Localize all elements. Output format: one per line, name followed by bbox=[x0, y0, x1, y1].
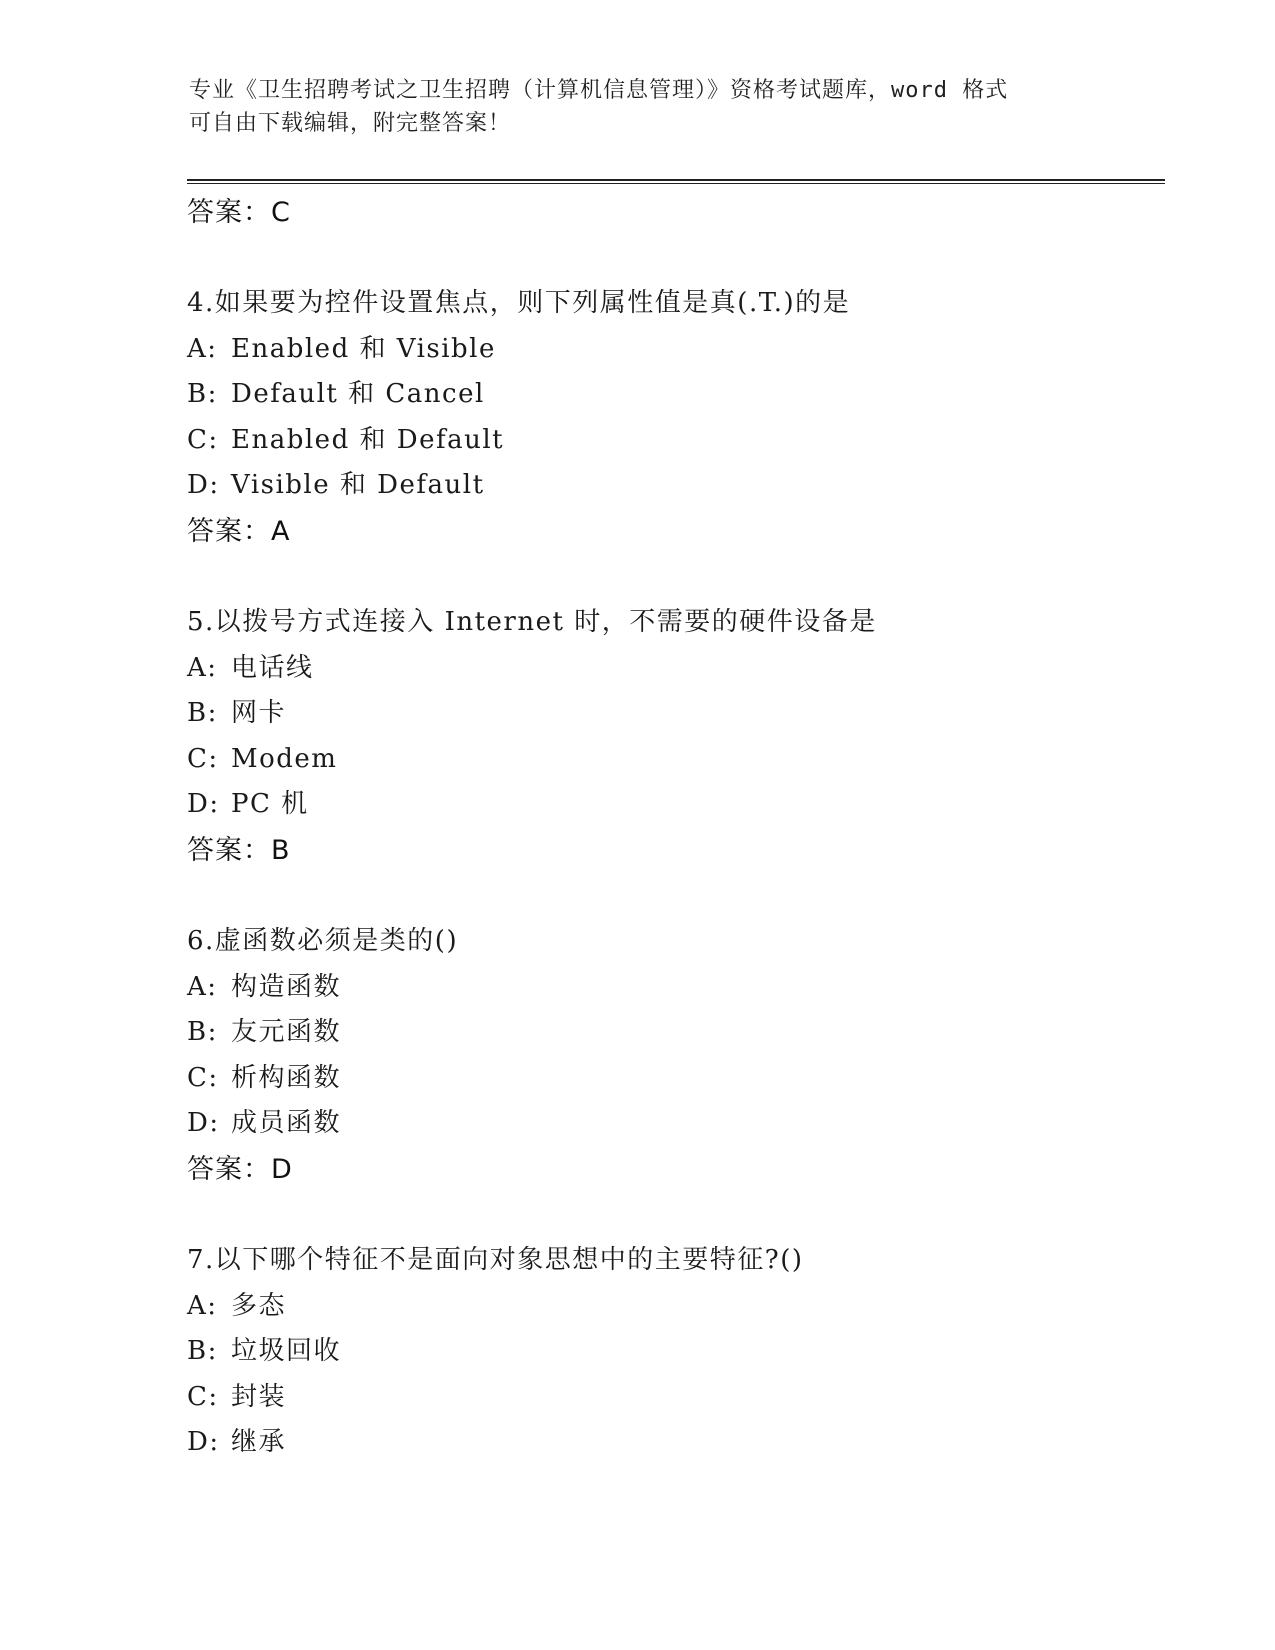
question-option bbox=[187, 463, 1147, 509]
header-line-2: 可自由下载编辑，附完整答案！ bbox=[189, 111, 512, 136]
question-option bbox=[187, 646, 1147, 692]
previous-answer: 答案：C bbox=[187, 197, 291, 228]
option-text: Visible 和 Default bbox=[231, 470, 485, 501]
question-option bbox=[187, 1010, 1147, 1056]
option-text: Default 和 Cancel bbox=[231, 379, 485, 410]
question-answer: 答案：A bbox=[187, 515, 291, 547]
option-text: 成员函数 bbox=[231, 1108, 342, 1139]
option-text: 网卡 bbox=[231, 698, 287, 729]
option-key: A: bbox=[187, 652, 218, 683]
question-block bbox=[187, 919, 1147, 1193]
question-stem: 5.以拨号方式连接入 Internet 时，不需要的硬件设备是 bbox=[187, 606, 877, 637]
option-text: Enabled 和 Visible bbox=[231, 333, 496, 364]
option-key: A: bbox=[187, 1290, 218, 1321]
option-text: 继承 bbox=[231, 1427, 287, 1458]
option-key: D: bbox=[187, 470, 220, 501]
option-text: 友元函数 bbox=[231, 1017, 342, 1048]
question-option bbox=[187, 737, 1147, 783]
question-option bbox=[187, 691, 1147, 737]
question-option bbox=[187, 1375, 1147, 1421]
question-option bbox=[187, 782, 1147, 828]
option-key: A: bbox=[187, 333, 218, 364]
option-text: 垃圾回收 bbox=[231, 1336, 342, 1367]
option-key: B: bbox=[187, 698, 218, 729]
option-key: B: bbox=[187, 1336, 218, 1367]
option-key: A: bbox=[187, 971, 218, 1002]
option-text: 析构函数 bbox=[231, 1062, 342, 1093]
header-rule-thick bbox=[187, 179, 1165, 181]
question-option bbox=[187, 1284, 1147, 1330]
option-key: C: bbox=[187, 1062, 219, 1093]
option-text: 电话线 bbox=[231, 652, 314, 683]
question-block bbox=[187, 281, 1147, 555]
question-option bbox=[187, 1056, 1147, 1102]
question-block bbox=[187, 1238, 1147, 1466]
question-stem: 6.虚函数必须是类的() bbox=[187, 925, 459, 956]
page-header bbox=[189, 74, 1089, 140]
question-option bbox=[187, 372, 1147, 418]
question-stem: 7.以下哪个特征不是面向对象思想中的主要特征?() bbox=[187, 1244, 804, 1275]
question-option bbox=[187, 1420, 1147, 1466]
header-line-1: 专业《卫生招聘考试之卫生招聘（计算机信息管理）》资格考试题库，word 格式 bbox=[189, 78, 1009, 103]
question-option bbox=[187, 965, 1147, 1011]
question-option bbox=[187, 418, 1147, 464]
question-option bbox=[187, 1101, 1147, 1147]
question-stem: 4.如果要为控件设置焦点，则下列属性值是真(.T.)的是 bbox=[187, 288, 851, 318]
question-option bbox=[187, 1329, 1147, 1375]
option-key: D: bbox=[187, 789, 220, 820]
option-key: D: bbox=[187, 1427, 220, 1458]
questions-container bbox=[187, 281, 1147, 1466]
option-text: Modem bbox=[231, 743, 338, 774]
question-list bbox=[187, 190, 1147, 1466]
option-text: 构造函数 bbox=[231, 971, 342, 1002]
option-key: B: bbox=[187, 379, 218, 410]
question-block bbox=[187, 600, 1147, 874]
option-text: Enabled 和 Default bbox=[231, 424, 505, 455]
question-option bbox=[187, 327, 1147, 373]
option-key: C: bbox=[187, 424, 219, 455]
option-key: D: bbox=[187, 1108, 220, 1139]
option-text: PC 机 bbox=[231, 789, 309, 820]
header-rule-thin bbox=[187, 183, 1165, 184]
option-key: C: bbox=[187, 1381, 219, 1412]
option-key: B: bbox=[187, 1017, 218, 1048]
option-text: 封装 bbox=[231, 1381, 287, 1412]
question-answer: 答案：B bbox=[187, 834, 291, 866]
question-answer: 答案：D bbox=[187, 1153, 293, 1185]
option-text: 多态 bbox=[231, 1290, 287, 1321]
option-key: C: bbox=[187, 743, 219, 774]
